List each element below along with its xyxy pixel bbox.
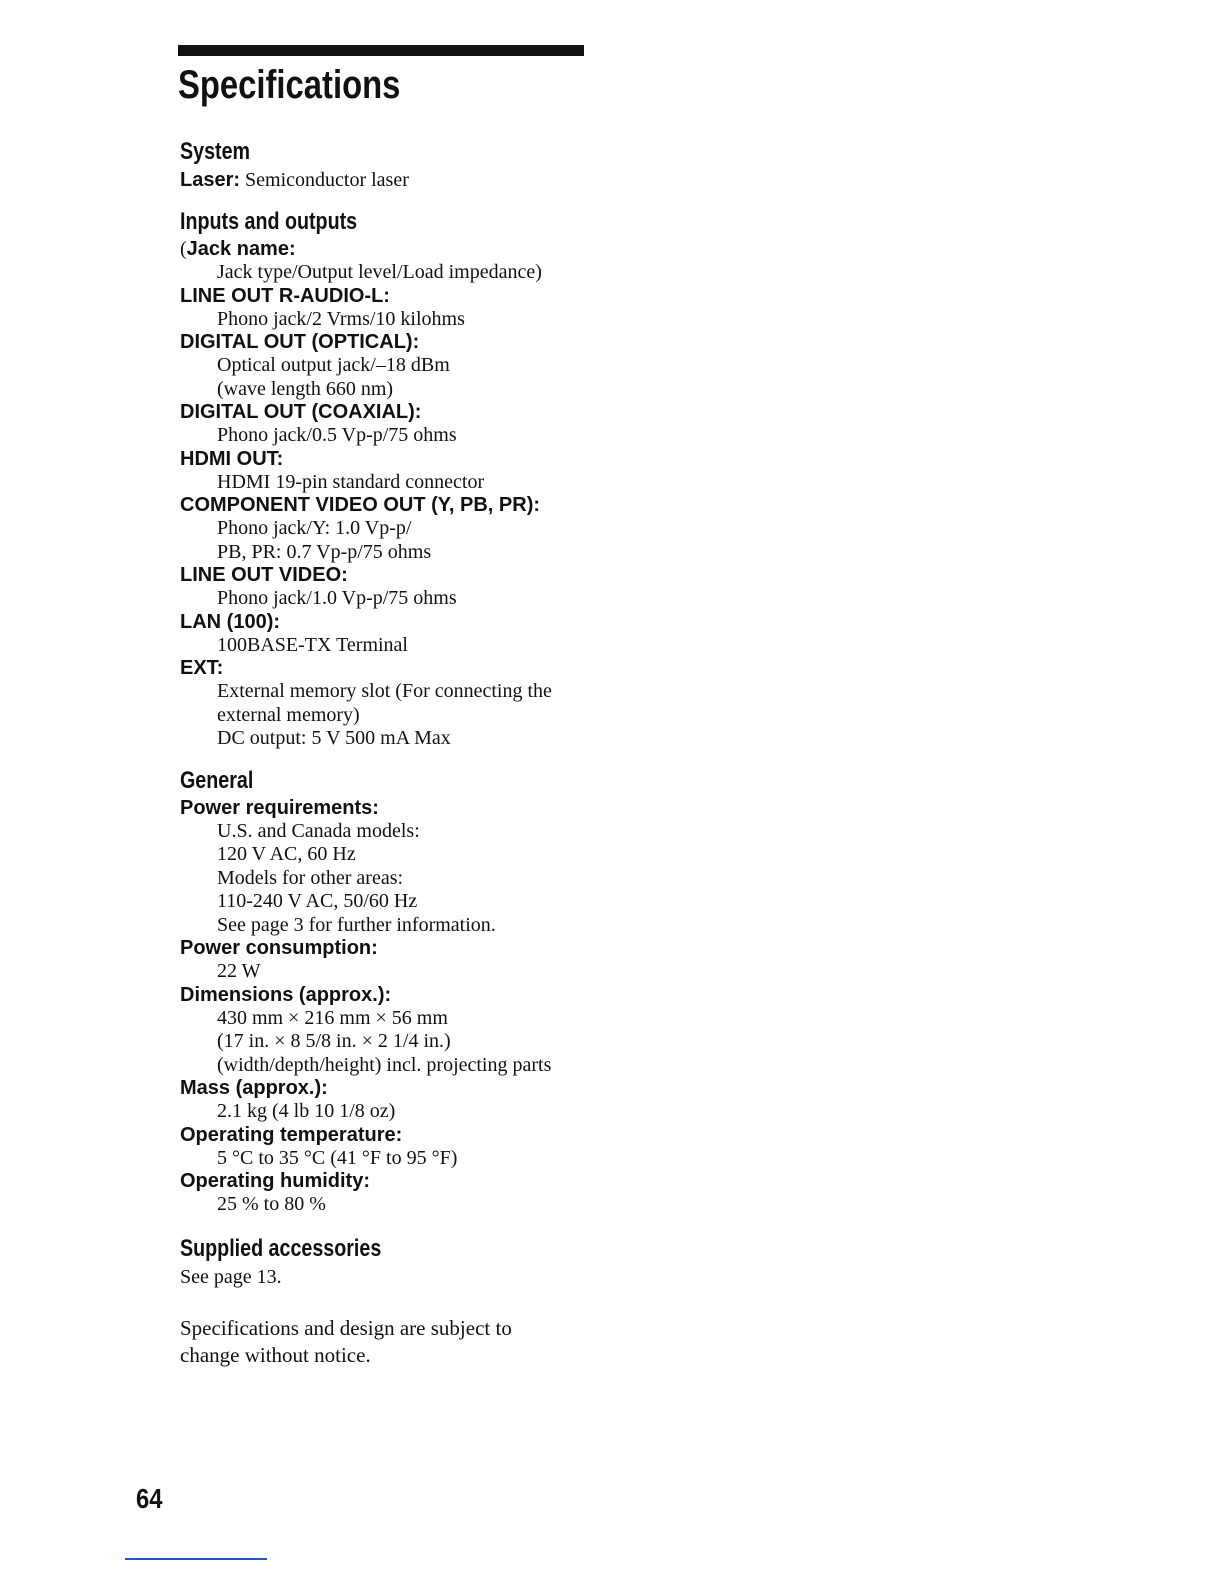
specifications-notice: Specifications and design are subject to change without notice. — [180, 1315, 512, 1367]
spec-label: DIGITAL OUT (COAXIAL): — [180, 401, 422, 423]
spec-label: LINE OUT VIDEO: — [180, 564, 348, 586]
spec-item — [180, 1124, 620, 1171]
section-heading-inputs-outputs: Inputs and outputs — [180, 208, 358, 235]
spec-label: Dimensions (approx.): — [180, 983, 392, 1006]
spec-value-line: HDMI 19-pin standard connector — [217, 470, 485, 493]
spec-value-line: PB, PR: 0.7 Vp-p/75 ohms — [217, 540, 432, 563]
supplied-accessories-text: See page 13. — [180, 1265, 282, 1288]
laser-value: Semiconductor laser — [245, 169, 409, 191]
spec-value-line: Phono jack/0.5 Vp-p/75 ohms — [217, 424, 457, 446]
spec-item — [180, 331, 620, 401]
spec-item — [180, 401, 620, 448]
io-spec-list — [180, 285, 620, 751]
section-heading-supplied-accessories: Supplied accessories — [180, 1234, 382, 1262]
spec-value-line: DC output: 5 V 500 mA Max — [217, 727, 451, 749]
footer-rule — [125, 1558, 267, 1560]
spec-item — [180, 448, 620, 495]
spec-item — [180, 494, 620, 564]
spec-value-line: 2.1 kg (4 lb 10 1/8 oz) — [217, 1100, 396, 1122]
spec-label: HDMI OUT: — [180, 447, 284, 470]
page-title: Specifications — [178, 63, 401, 107]
spec-item — [180, 797, 620, 938]
spec-value-line: External memory slot (For connecting the — [217, 680, 552, 702]
spec-value-line: (wave length 660 nm) — [217, 377, 394, 400]
spec-label: Power consumption: — [180, 937, 378, 959]
spec-label: COMPONENT VIDEO OUT (Y, PB, PR): — [180, 494, 541, 516]
spec-item — [180, 937, 620, 984]
spec-value-line: 22 W — [217, 960, 261, 982]
spec-value-line: 5 °C to 35 °C (41 °F to 95 °F) — [217, 1146, 458, 1169]
laser-label: Laser: — [180, 169, 241, 191]
spec-value-line: Optical output jack/–18 dBm — [217, 354, 450, 376]
spec-value-line: Models for other areas: — [217, 866, 404, 889]
spec-label: DIGITAL OUT (OPTICAL): — [180, 331, 420, 353]
jack-legend-value: Jack type/Output level/Load impedance) — [217, 261, 542, 283]
spec-value-line: U.S. and Canada models: — [217, 819, 420, 842]
general-spec-list — [180, 797, 620, 1217]
spec-value-line: 110-240 V AC, 50/60 Hz — [217, 890, 418, 912]
spec-value-line: 100BASE-TX Terminal — [217, 633, 408, 656]
page-number: 64 — [136, 1483, 163, 1514]
spec-label: EXT: — [180, 657, 224, 679]
section-heading-system: System — [180, 138, 251, 165]
system-section — [180, 136, 620, 192]
supplied-accessories-section — [180, 1233, 620, 1289]
laser-spec — [180, 168, 620, 192]
spec-value-line: 120 V AC, 60 Hz — [217, 843, 356, 865]
spec-label: Power requirements: — [180, 796, 379, 819]
spec-item — [180, 611, 620, 658]
spec-label: LAN (100): — [180, 610, 281, 633]
spec-item — [180, 984, 620, 1078]
legend-label-text: Jack name: — [186, 238, 296, 260]
spec-item — [180, 657, 620, 751]
inputs-outputs-section — [180, 206, 620, 751]
spec-value-line: (17 in. × 8 5/8 in. × 2 1/4 in.) — [217, 1030, 451, 1052]
specifications-content — [180, 136, 620, 1369]
spec-item — [180, 564, 620, 611]
spec-label: Operating humidity: — [180, 1170, 370, 1192]
spec-item — [180, 1077, 620, 1124]
spec-item — [180, 1170, 620, 1217]
spec-value-line: Phono jack/1.0 Vp-p/75 ohms — [217, 587, 457, 609]
legend-open-paren: ( — [180, 238, 187, 260]
spec-label: Mass (approx.): — [180, 1077, 328, 1099]
spec-value-line: (width/depth/height) incl. projecting parts — [217, 1053, 552, 1076]
spec-value-line: 25 % to 80 % — [217, 1193, 326, 1215]
spec-item — [180, 285, 620, 332]
spec-value-line: 430 mm × 216 mm × 56 mm — [217, 1006, 448, 1029]
spec-value-line: See page 3 for further information. — [217, 913, 496, 936]
spec-label: Operating temperature: — [180, 1123, 403, 1146]
jack-legend-label — [180, 238, 620, 261]
spec-label: LINE OUT R-AUDIO-L: — [180, 284, 390, 307]
general-section — [180, 765, 620, 1217]
spec-value-line: external memory) — [217, 703, 360, 726]
spec-value-line: Phono jack/2 Vrms/10 kilohms — [217, 307, 465, 330]
section-heading-general: General — [180, 766, 254, 794]
spec-value-line: Phono jack/Y: 1.0 Vp-p/ — [217, 517, 412, 539]
title-rule — [178, 45, 584, 56]
